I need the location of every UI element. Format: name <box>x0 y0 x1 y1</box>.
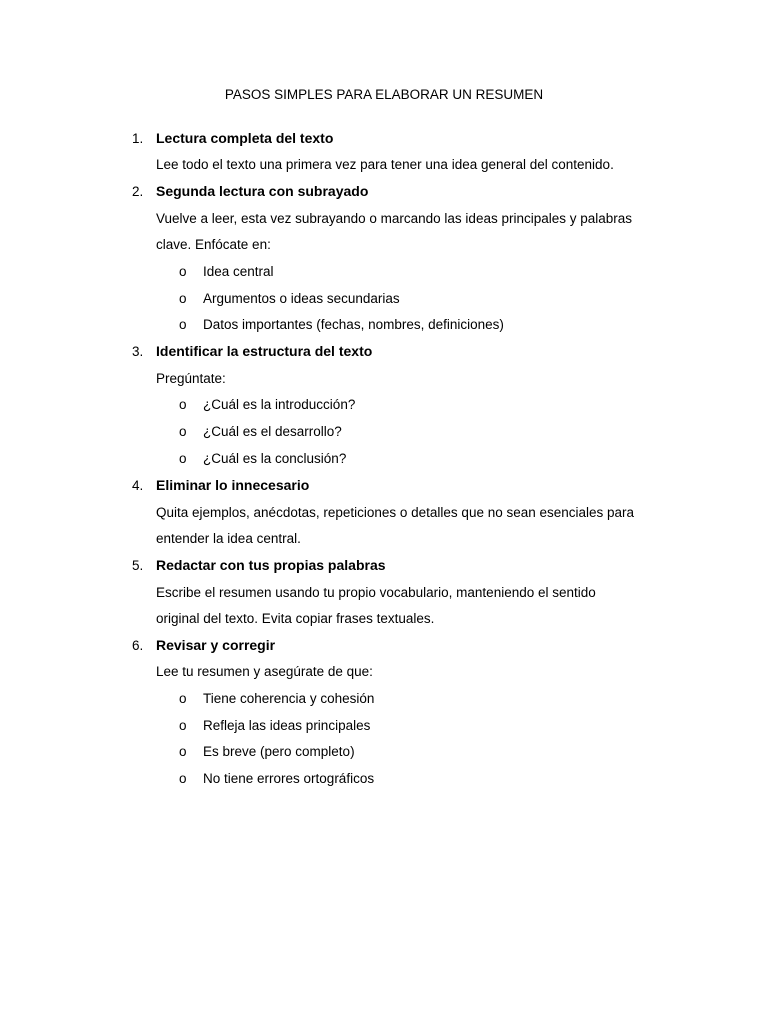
bullet-marker: o <box>179 691 187 706</box>
step-title: Segunda lectura con subrayado <box>156 183 369 199</box>
bullet-marker: o <box>179 424 187 439</box>
step-paragraph-line: Escribe el resumen usando tu propio vocabulario, manteniendo el sentido <box>156 585 596 600</box>
list-item: No tiene errores ortográficos <box>203 771 375 786</box>
step-paragraph-line: entender la idea central. <box>156 531 301 546</box>
step-paragraph-line: Quita ejemplos, anécdotas, repeticiones o detalles que no sean esenciales para <box>156 505 635 520</box>
step-paragraph-line: original del texto. Evita copiar frases textuales. <box>156 611 435 626</box>
list-item: Argumentos o ideas secundarias <box>203 291 400 306</box>
step-number: 1. <box>132 131 144 146</box>
step-number: 5. <box>132 558 144 573</box>
list-item: Tiene coherencia y cohesión <box>203 691 375 706</box>
bullet-marker: o <box>179 397 187 412</box>
bullet-marker: o <box>179 264 187 279</box>
step-paragraph-line: Lee todo el texto una primera vez para tener una idea general del contenido. <box>156 157 614 172</box>
step-number: 6. <box>132 638 144 653</box>
step-title: Lectura completa del texto <box>156 130 334 146</box>
list-item: Idea central <box>203 264 274 279</box>
bullet-marker: o <box>179 718 187 733</box>
step-paragraph-line: Lee tu resumen y asegúrate de que: <box>156 664 373 679</box>
list-item: ¿Cuál es el desarrollo? <box>203 424 342 439</box>
step-number: 3. <box>132 344 144 359</box>
step-paragraph-line: Vuelve a leer, esta vez subrayando o marcando las ideas principales y palabras <box>156 211 633 226</box>
step-paragraph-line: clave. Enfócate en: <box>156 237 271 252</box>
step-paragraph-line: Pregúntate: <box>156 371 226 386</box>
bullet-marker: o <box>179 771 187 786</box>
bullet-marker: o <box>179 451 187 466</box>
step-title: Revisar y corregir <box>156 637 276 653</box>
step-number: 4. <box>132 478 144 493</box>
list-item: Es breve (pero completo) <box>203 744 355 759</box>
step-title: Eliminar lo innecesario <box>156 477 310 493</box>
list-item: Refleja las ideas principales <box>203 718 371 733</box>
list-item: ¿Cuál es la conclusión? <box>203 451 347 466</box>
list-item: ¿Cuál es la introducción? <box>203 397 356 412</box>
bullet-marker: o <box>179 744 187 759</box>
step-title: Redactar con tus propias palabras <box>156 557 386 573</box>
step-number: 2. <box>132 184 144 199</box>
step-title: Identificar la estructura del texto <box>156 343 373 359</box>
list-item: Datos importantes (fechas, nombres, definiciones) <box>203 317 504 332</box>
document-title: PASOS SIMPLES PARA ELABORAR UN RESUMEN <box>224 87 544 102</box>
bullet-marker: o <box>179 291 187 306</box>
bullet-marker: o <box>179 317 187 332</box>
